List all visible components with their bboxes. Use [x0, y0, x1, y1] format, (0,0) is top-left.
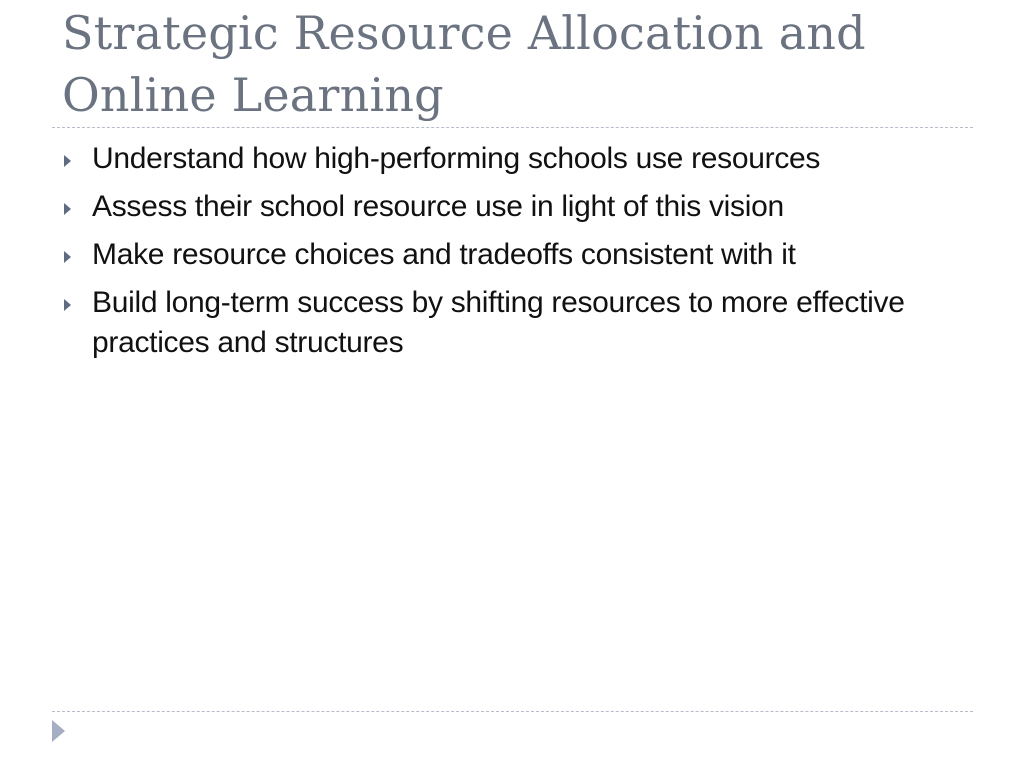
bullet-text: Build long-term success by shifting resources to more effective practices and structures	[92, 286, 905, 359]
triangle-right-icon	[64, 299, 71, 311]
next-slide-arrow-icon[interactable]	[52, 720, 65, 742]
triangle-right-icon	[64, 251, 71, 263]
triangle-right-icon	[64, 203, 71, 215]
bullet-text: Assess their school resource use in light of this vision	[92, 190, 784, 223]
bullet-item	[62, 187, 962, 227]
bullet-list	[62, 139, 962, 371]
title-divider	[52, 127, 973, 128]
bullet-item	[62, 235, 962, 275]
triangle-right-icon	[64, 155, 71, 167]
slide-title: Strategic Resource Allocation and Online Learning	[62, 6, 866, 122]
bullet-text: Make resource choices and tradeoffs consistent with it	[92, 238, 796, 271]
bullet-item	[62, 283, 962, 363]
bullet-text: Understand how high-performing schools use resources	[92, 142, 821, 175]
bullet-item	[62, 139, 962, 179]
footer-divider	[52, 711, 973, 712]
